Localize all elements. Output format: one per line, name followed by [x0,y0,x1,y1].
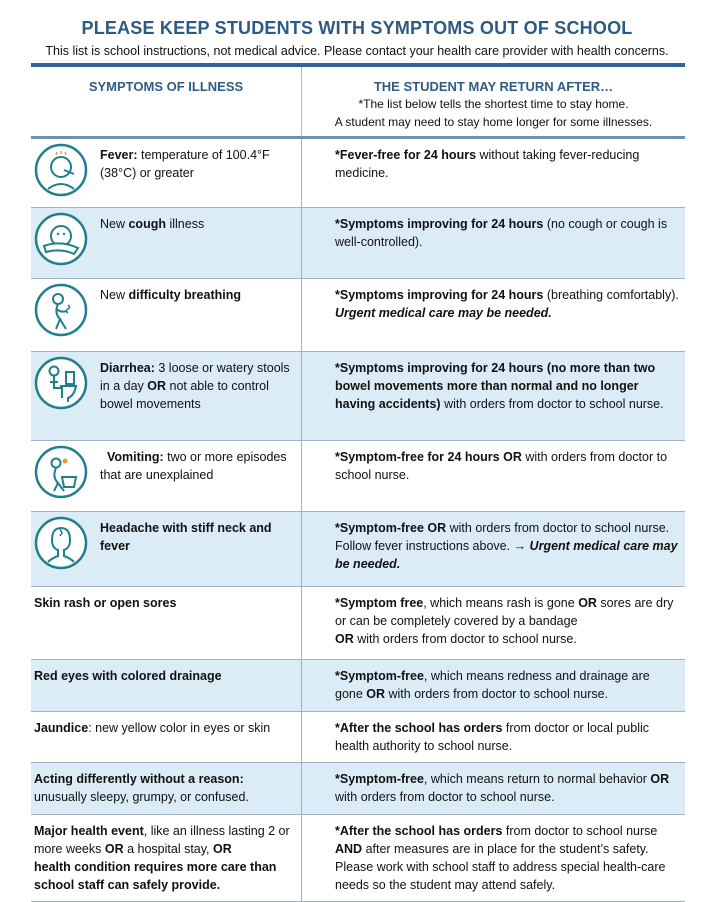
symptom-text: Diarrhea: 3 loose or watery stools in a day OR not able to control bowel movements [100,361,290,411]
table-row [31,441,685,512]
symptom-text: Red eyes with colored drainage [34,669,222,683]
header-return-cell [302,67,685,136]
table-row [31,815,685,902]
diarrhea-icon [34,356,88,410]
symptom-cell [31,279,302,351]
symptom-cell [31,587,302,659]
return-text: *Symptom-free OR with orders from doctor to school nurse. Follow fever instructions above. → Urgent medical care may be needed. [335,521,678,571]
table-row [31,279,685,352]
symptom-cell [31,208,302,278]
return-cell [302,139,685,207]
table-row [31,352,685,441]
headache-icon [34,516,88,570]
symptoms-table [31,139,685,902]
symptom-text: Vomiting: two or more episodes that are unexplained [100,450,287,482]
header-symptoms: SYMPTOMS OF ILLNESS [88,79,244,94]
table-row [31,712,685,763]
symptom-cell [31,352,302,440]
symptom-cell [31,815,302,901]
return-cell [302,208,685,278]
cough-icon [34,212,88,266]
table-row [31,512,685,587]
symptom-text: Fever: temperature of 100.4°F (38°C) or greater [100,148,270,180]
symptom-text: New difficulty breathing [100,288,241,302]
symptom-text: Acting differently without a reason: unusually sleepy, grumpy, or confused. [34,772,249,804]
return-text: *Fever-free for 24 hours without taking fever-reducing medicine. [335,148,640,180]
vomiting-icon [34,445,88,499]
symptom-cell [31,763,302,814]
symptom-cell [31,512,302,586]
symptom-cell [31,139,302,207]
return-cell [302,352,685,440]
return-cell [302,815,685,901]
page-subtitle: This list is school instructions, not medical advice. Please contact your health care provider with health concerns. [45,44,669,58]
return-text: *Symptom-free, which means return to normal behavior OR with orders from doctor to school nurse. [335,772,670,804]
table-row [31,587,685,660]
breathing-icon [34,283,88,337]
return-cell [302,587,685,659]
return-text: *Symptoms improving for 24 hours (breathing comfortably). Urgent medical care may be needed. [335,288,679,320]
header-symptoms-cell [31,67,302,136]
return-text: *After the school has orders from doctor to school nurse AND after measures are in place for the student’s safety. Please work with school staff to address special health-care needs so the student may attend safely. [335,824,666,892]
return-cell [302,763,685,814]
arrow-right-icon: → [513,539,527,553]
symptom-text: Jaundice: new yellow color in eyes or skin [34,721,271,735]
table-row [31,208,685,279]
table-row [31,660,685,712]
symptom-cell [31,441,302,511]
return-text: *Symptoms improving for 24 hours (no cough or cough is well-controlled). [335,217,668,249]
page-title: PLEASE KEEP STUDENTS WITH SYMPTOMS OUT OF SCHOOL [81,18,633,38]
symptom-text: Major health event, like an illness lasting 2 or more weeks OR a hospital stay, OR health condition requires more care than school staff can safely provide. [34,824,290,892]
fever-icon [34,143,88,197]
return-cell [302,660,685,711]
return-cell [302,712,685,762]
return-cell [302,441,685,511]
symptom-text: New cough illness [100,217,205,231]
return-cell [302,279,685,351]
header-note-1: *The list below tells the shortest time to stay home. [358,97,629,111]
symptom-cell [31,660,302,711]
return-text: *Symptoms improving for 24 hours (no more than two bowel movements more than normal and no longer having accidents) with orders from doctor to school nurse. [335,361,664,411]
symptom-text: Skin rash or open sores [34,596,177,610]
table-header [31,67,685,136]
header-note-2: A student may need to stay home longer for some illnesses. [334,115,653,129]
table-row [31,763,685,815]
table-row [31,139,685,208]
header-return: THE STUDENT MAY RETURN AFTER… [373,79,614,94]
return-text: *Symptom-free for 24 hours OR with orders from doctor to school nurse. [335,450,668,482]
return-text: *Symptom-free, which means redness and drainage are gone OR with orders from doctor to school nurse. [335,669,650,701]
symptom-text: Headache with stiff neck and fever [100,521,272,553]
return-text: *Symptom free, which means rash is gone OR sores are dry or can be completely covered by a bandage OR with orders from doctor to school nurse. [335,596,674,646]
symptom-cell [31,712,302,762]
return-cell [302,512,685,586]
return-text: *After the school has orders from doctor or local public health authority to school nurse. [335,721,649,753]
